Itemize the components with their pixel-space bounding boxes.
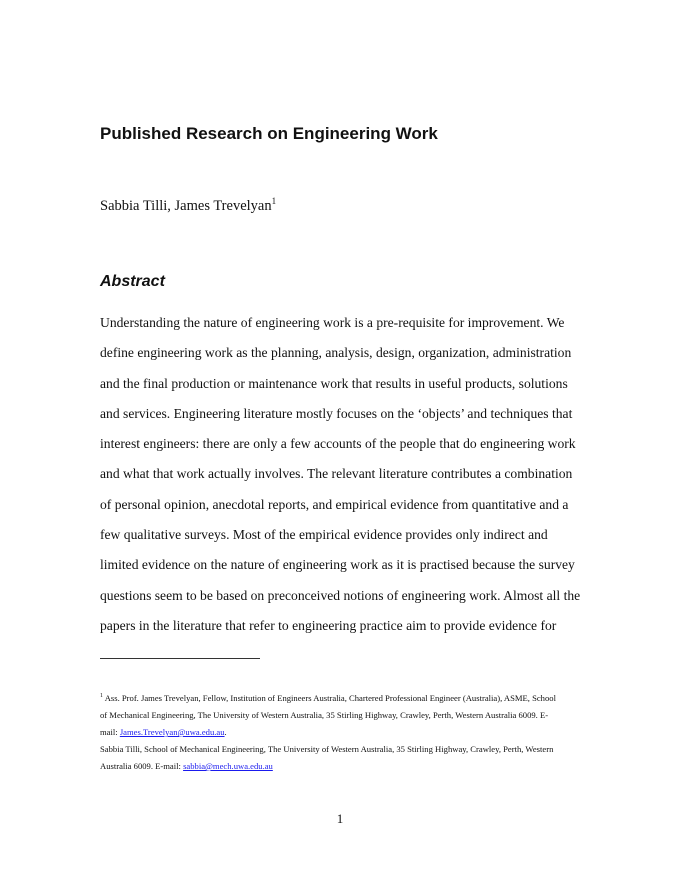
tilli-email-link[interactable]: sabbia@mech.uwa.edu.au [183, 761, 273, 771]
footnote-separator [100, 658, 260, 659]
abstract-line: interest engineers: there are only a few accounts of the people that do engineering work [100, 436, 576, 452]
author-names: Sabbia Tilli, James Trevelyan [100, 198, 272, 214]
footnote-text: . [224, 727, 227, 737]
abstract-line: limited evidence on the nature of engineering work as it is practised because the survey [100, 557, 575, 573]
abstract-line: papers in the literature that refer to engineering practice aim to provide evidence for [100, 617, 557, 633]
page-number: 1 [336, 811, 344, 826]
footnote-line [100, 726, 580, 743]
abstract-line: define engineering work as the planning, analysis, design, organization, administration [100, 345, 572, 361]
abstract-line: of personal opinion, anecdotal reports, and empirical evidence from quantitative and a [100, 496, 569, 512]
abstract-heading: Abstract [100, 273, 165, 290]
abstract-body [100, 314, 580, 647]
abstract-line: Understanding the nature of engineering work is a pre-requisite for improvement. We [100, 315, 565, 330]
footnote-line: of Mechanical Engineering, The University of Western Australia, 35 Stirling Highway, Crawley, Perth, Western Australia 6009. E- [100, 710, 549, 720]
footnote-marker: 1 [100, 693, 103, 700]
footnote-text: Australia 6009. E-mail: [100, 761, 184, 771]
abstract-line: and services. Engineering literature mostly focuses on the ‘objects’ and techniques that [100, 405, 573, 421]
abstract-line: questions seem to be based on preconceived notions of engineering work. Almost all the [100, 587, 581, 603]
abstract-line: and the final production or maintenance work that results in useful products, solutions [100, 375, 568, 391]
author-line [100, 198, 276, 215]
footnote-text: mail: [100, 727, 120, 737]
footnote-line: Sabbia Tilli, School of Mechanical Engineering, The University of Western Australia, 35 Stirling Highway, Crawley, Perth, Western [100, 744, 554, 754]
author-footnote-marker[interactable]: 1 [271, 196, 277, 207]
footnote-block [100, 692, 580, 777]
footnote-text: Ass. Prof. James Trevelyan, Fellow, Institution of Engineers Australia, Chartered Professional Engineer (Australia), ASME, School [104, 693, 556, 703]
footnote-line [100, 692, 580, 709]
footnote-line [100, 760, 580, 777]
abstract-line: and what that work actually involves. The relevant literature contributes a combination [100, 466, 573, 482]
paper-title: Published Research on Engineering Work [100, 124, 438, 143]
abstract-line: few qualitative surveys. Most of the empirical evidence provides only indirect and [100, 527, 548, 543]
trevelyan-email-link[interactable]: James.Trevelyan@uwa.edu.au [119, 727, 225, 737]
